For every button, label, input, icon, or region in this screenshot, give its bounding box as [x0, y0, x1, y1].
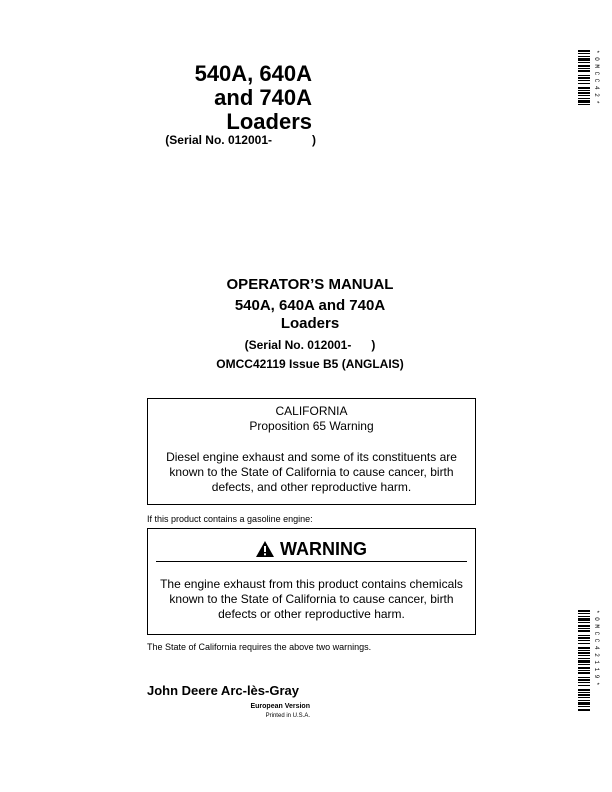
- printed-label: Printed in U.S.A.: [265, 713, 310, 719]
- barcode-bar: [578, 613, 590, 614]
- warning-header: [156, 537, 467, 562]
- barcode-bar: [578, 50, 590, 52]
- gasoline-warning-box: [147, 528, 476, 635]
- title-serial-number: (Serial No. 012001- ): [165, 133, 316, 147]
- state-requirement-note: The State of California requires the above two warnings.: [147, 642, 372, 652]
- manual-code: OMCC42119 Issue B5 (ANGLAIS): [216, 357, 404, 371]
- barcode-bar: [578, 87, 590, 89]
- warning-text-line-1: The engine exhaust from this product contains chemicals: [160, 577, 463, 591]
- barcode-bar: [578, 56, 590, 57]
- barcode-bar: [578, 622, 590, 623]
- document-title: [100, 62, 312, 134]
- barcode-bar: [578, 700, 590, 701]
- barcode-bar: [578, 625, 590, 627]
- barcode-bar: [578, 104, 590, 105]
- barcode-bar: [578, 702, 590, 705]
- barcode-bar: [578, 637, 590, 639]
- warning-heading: WARNING: [280, 538, 367, 559]
- barcode-bar: [578, 98, 590, 99]
- california-warning-box: [147, 398, 476, 505]
- barcode-bar: [578, 652, 590, 654]
- barcode-bar: [578, 628, 590, 629]
- california-heading: CALIFORNIA: [275, 404, 348, 418]
- barcode-bar: [578, 682, 590, 683]
- barcode-bar: [578, 660, 590, 663]
- barcode-bar: [578, 692, 590, 693]
- barcode-bar: [578, 679, 590, 681]
- warning-text: [154, 577, 469, 622]
- barcode-bar: [578, 630, 590, 632]
- barcode-bar: [578, 635, 590, 636]
- barcode-bar: [578, 70, 590, 72]
- barcode-bar: [578, 616, 590, 617]
- manual-type: OPERATOR’S MANUAL: [226, 276, 394, 293]
- barcode-bar: [578, 658, 590, 659]
- barcode-bar: [578, 694, 590, 696]
- title-line-3: Loaders: [226, 109, 312, 134]
- barcode-bar: [578, 643, 590, 644]
- california-text-line-2: known to the State of California to cause cancer, birth: [169, 465, 454, 479]
- title-line-2: and 740A: [214, 85, 312, 110]
- barcode-bar: [578, 92, 590, 94]
- barcode-bar: [578, 58, 590, 61]
- barcode-bar: [578, 75, 590, 76]
- california-subheading: Proposition 65 Warning: [249, 419, 374, 433]
- manual-model-line-2: Loaders: [280, 315, 340, 332]
- barcode-bar: [578, 677, 590, 678]
- barcode-bar: [578, 706, 590, 707]
- barcode-bar: [578, 697, 590, 698]
- barcode-bar: [578, 610, 590, 612]
- barcode-bar: [578, 62, 590, 63]
- barcode-bar: [578, 689, 590, 691]
- barcode-bar: [578, 90, 590, 91]
- california-text-line-1: Diesel engine exhaust and some of its constituents are: [166, 450, 457, 464]
- barcode-bar: [578, 100, 590, 103]
- warning-triangle-icon: [256, 541, 274, 557]
- barcode-bar: [578, 664, 590, 665]
- barcode-bar: [578, 709, 590, 711]
- barcode-bar: [578, 685, 590, 686]
- manual-serial-number: (Serial No. 012001- ): [244, 338, 376, 352]
- barcode-bar: [578, 647, 590, 649]
- barcode-bar: [578, 667, 590, 669]
- warning-text-line-2: known to the State of California to cause cancer, birth: [169, 592, 454, 606]
- barcode-bar: [578, 83, 590, 84]
- barcode-top: [578, 50, 600, 106]
- barcode-bar: [578, 655, 590, 656]
- company-name: John Deere Arc-lès-Gray: [147, 683, 299, 698]
- barcode-bar: [578, 53, 590, 54]
- barcode-bar: [578, 670, 590, 671]
- title-line-1: 540A, 640A: [194, 61, 312, 86]
- barcode-bar: [578, 618, 590, 621]
- barcode-top-digits: * O M C C 4 2 *: [593, 50, 600, 105]
- california-text-line-3: defects, and other reproductive harm.: [211, 480, 412, 494]
- barcode-bottom-digits: * O M C C 4 2 1 1 9 *: [593, 610, 600, 686]
- version-label: European Version: [250, 703, 310, 710]
- manual-model-line-1: 540A, 640A and 740A: [234, 297, 386, 314]
- barcode-bar: [578, 77, 590, 79]
- barcode-bar: [578, 65, 590, 67]
- barcode-bar: [578, 68, 590, 69]
- manual-info: [150, 276, 470, 372]
- warning-text-line-3: defects or other reproductive harm.: [218, 607, 405, 621]
- barcode-bar: [578, 672, 590, 674]
- gasoline-note: If this product contains a gasoline engine:: [147, 514, 313, 524]
- barcode-bottom: [578, 610, 600, 712]
- barcode-bar: [578, 95, 590, 96]
- barcode-bar: [578, 640, 590, 641]
- barcode-bar: [578, 650, 590, 651]
- barcode-bar: [578, 80, 590, 81]
